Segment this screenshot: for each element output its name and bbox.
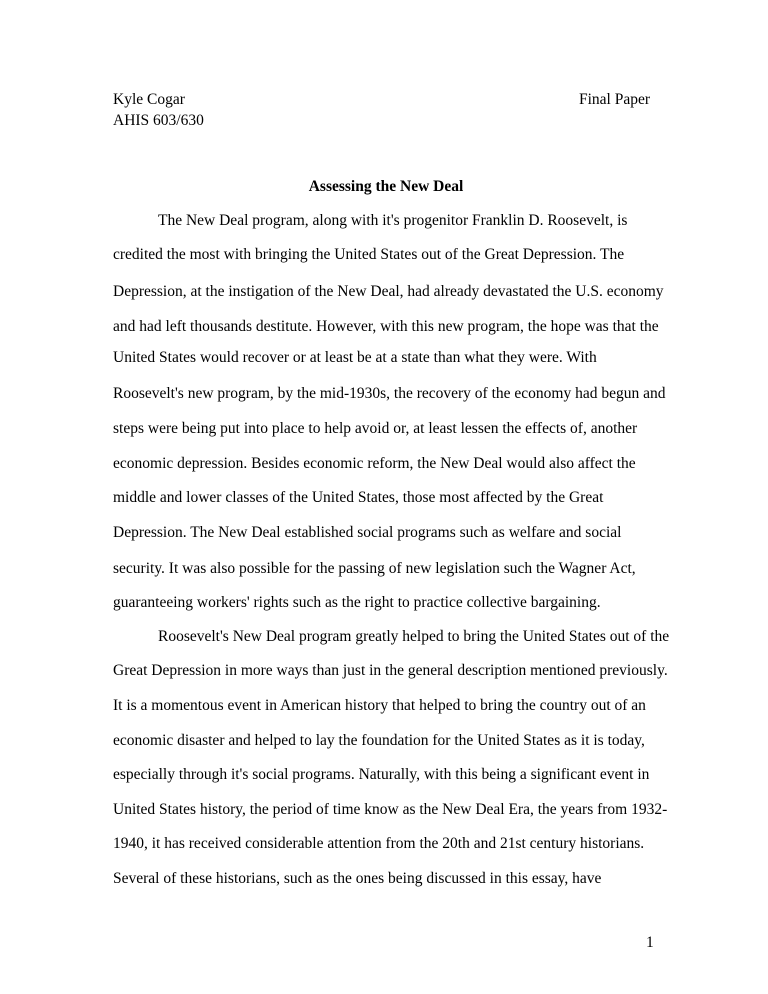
body-line: Roosevelt's New Deal program greatly helped to bring the United States out of the	[158, 628, 670, 645]
author-name: Kyle Cogar	[113, 91, 185, 108]
body-line: and had left thousands destitute. However, with this new program, the hope was that the	[113, 318, 659, 335]
body-line: Great Depression in more ways than just in the general description mentioned previously.	[113, 662, 668, 679]
body-line: Roosevelt's new program, by the mid-1930s, the recovery of the economy had begun and	[113, 385, 666, 402]
body-line: Depression, at the instigation of the New Deal, had already devastated the U.S. economy	[113, 283, 664, 300]
body-line: guaranteeing workers' rights such as the right to practice collective bargaining.	[113, 594, 601, 611]
body-line: economic depression. Besides economic reform, the New Deal would also affect the	[113, 455, 636, 472]
header-line-1	[113, 89, 650, 111]
paper-title-row	[0, 176, 768, 198]
body-line: especially through it's social programs. Naturally, with this being a significant event in	[113, 766, 650, 783]
header-line-2	[113, 110, 650, 132]
body-line: United States would recover or at least be at a state than what they were. With	[113, 349, 597, 366]
body-line: security. It was also possible for the passing of new legislation such the Wagner Act,	[113, 560, 636, 577]
body-line: economic disaster and helped to lay the foundation for the United States as it is today,	[113, 732, 645, 749]
body-line: Depression. The New Deal established social programs such as welfare and social	[113, 524, 622, 541]
body-line: United States history, the period of time know as the New Deal Era, the years from 1932-	[113, 801, 668, 818]
paper-title: Assessing the New Deal	[308, 178, 464, 195]
body-line: credited the most with bringing the United States out of the Great Depression. The	[113, 246, 625, 263]
body-line: 1940, it has received considerable attention from the 20th and 21st century historians.	[113, 835, 645, 852]
body-line: middle and lower classes of the United States, those most affected by the Great	[113, 489, 604, 506]
body-line: It is a momentous event in American history that helped to bring the country out of an	[113, 697, 646, 714]
page-number: 1	[646, 934, 654, 951]
document-type: Final Paper	[578, 91, 650, 108]
body-line: Several of these historians, such as the ones being discussed in this essay, have	[113, 870, 602, 887]
body-line: steps were being put into place to help avoid or, at least lessen the effects of, another	[113, 420, 638, 437]
body-line: The New Deal program, along with it's progenitor Franklin D. Roosevelt, is	[158, 212, 628, 229]
course-code: AHIS 603/630	[113, 112, 204, 129]
